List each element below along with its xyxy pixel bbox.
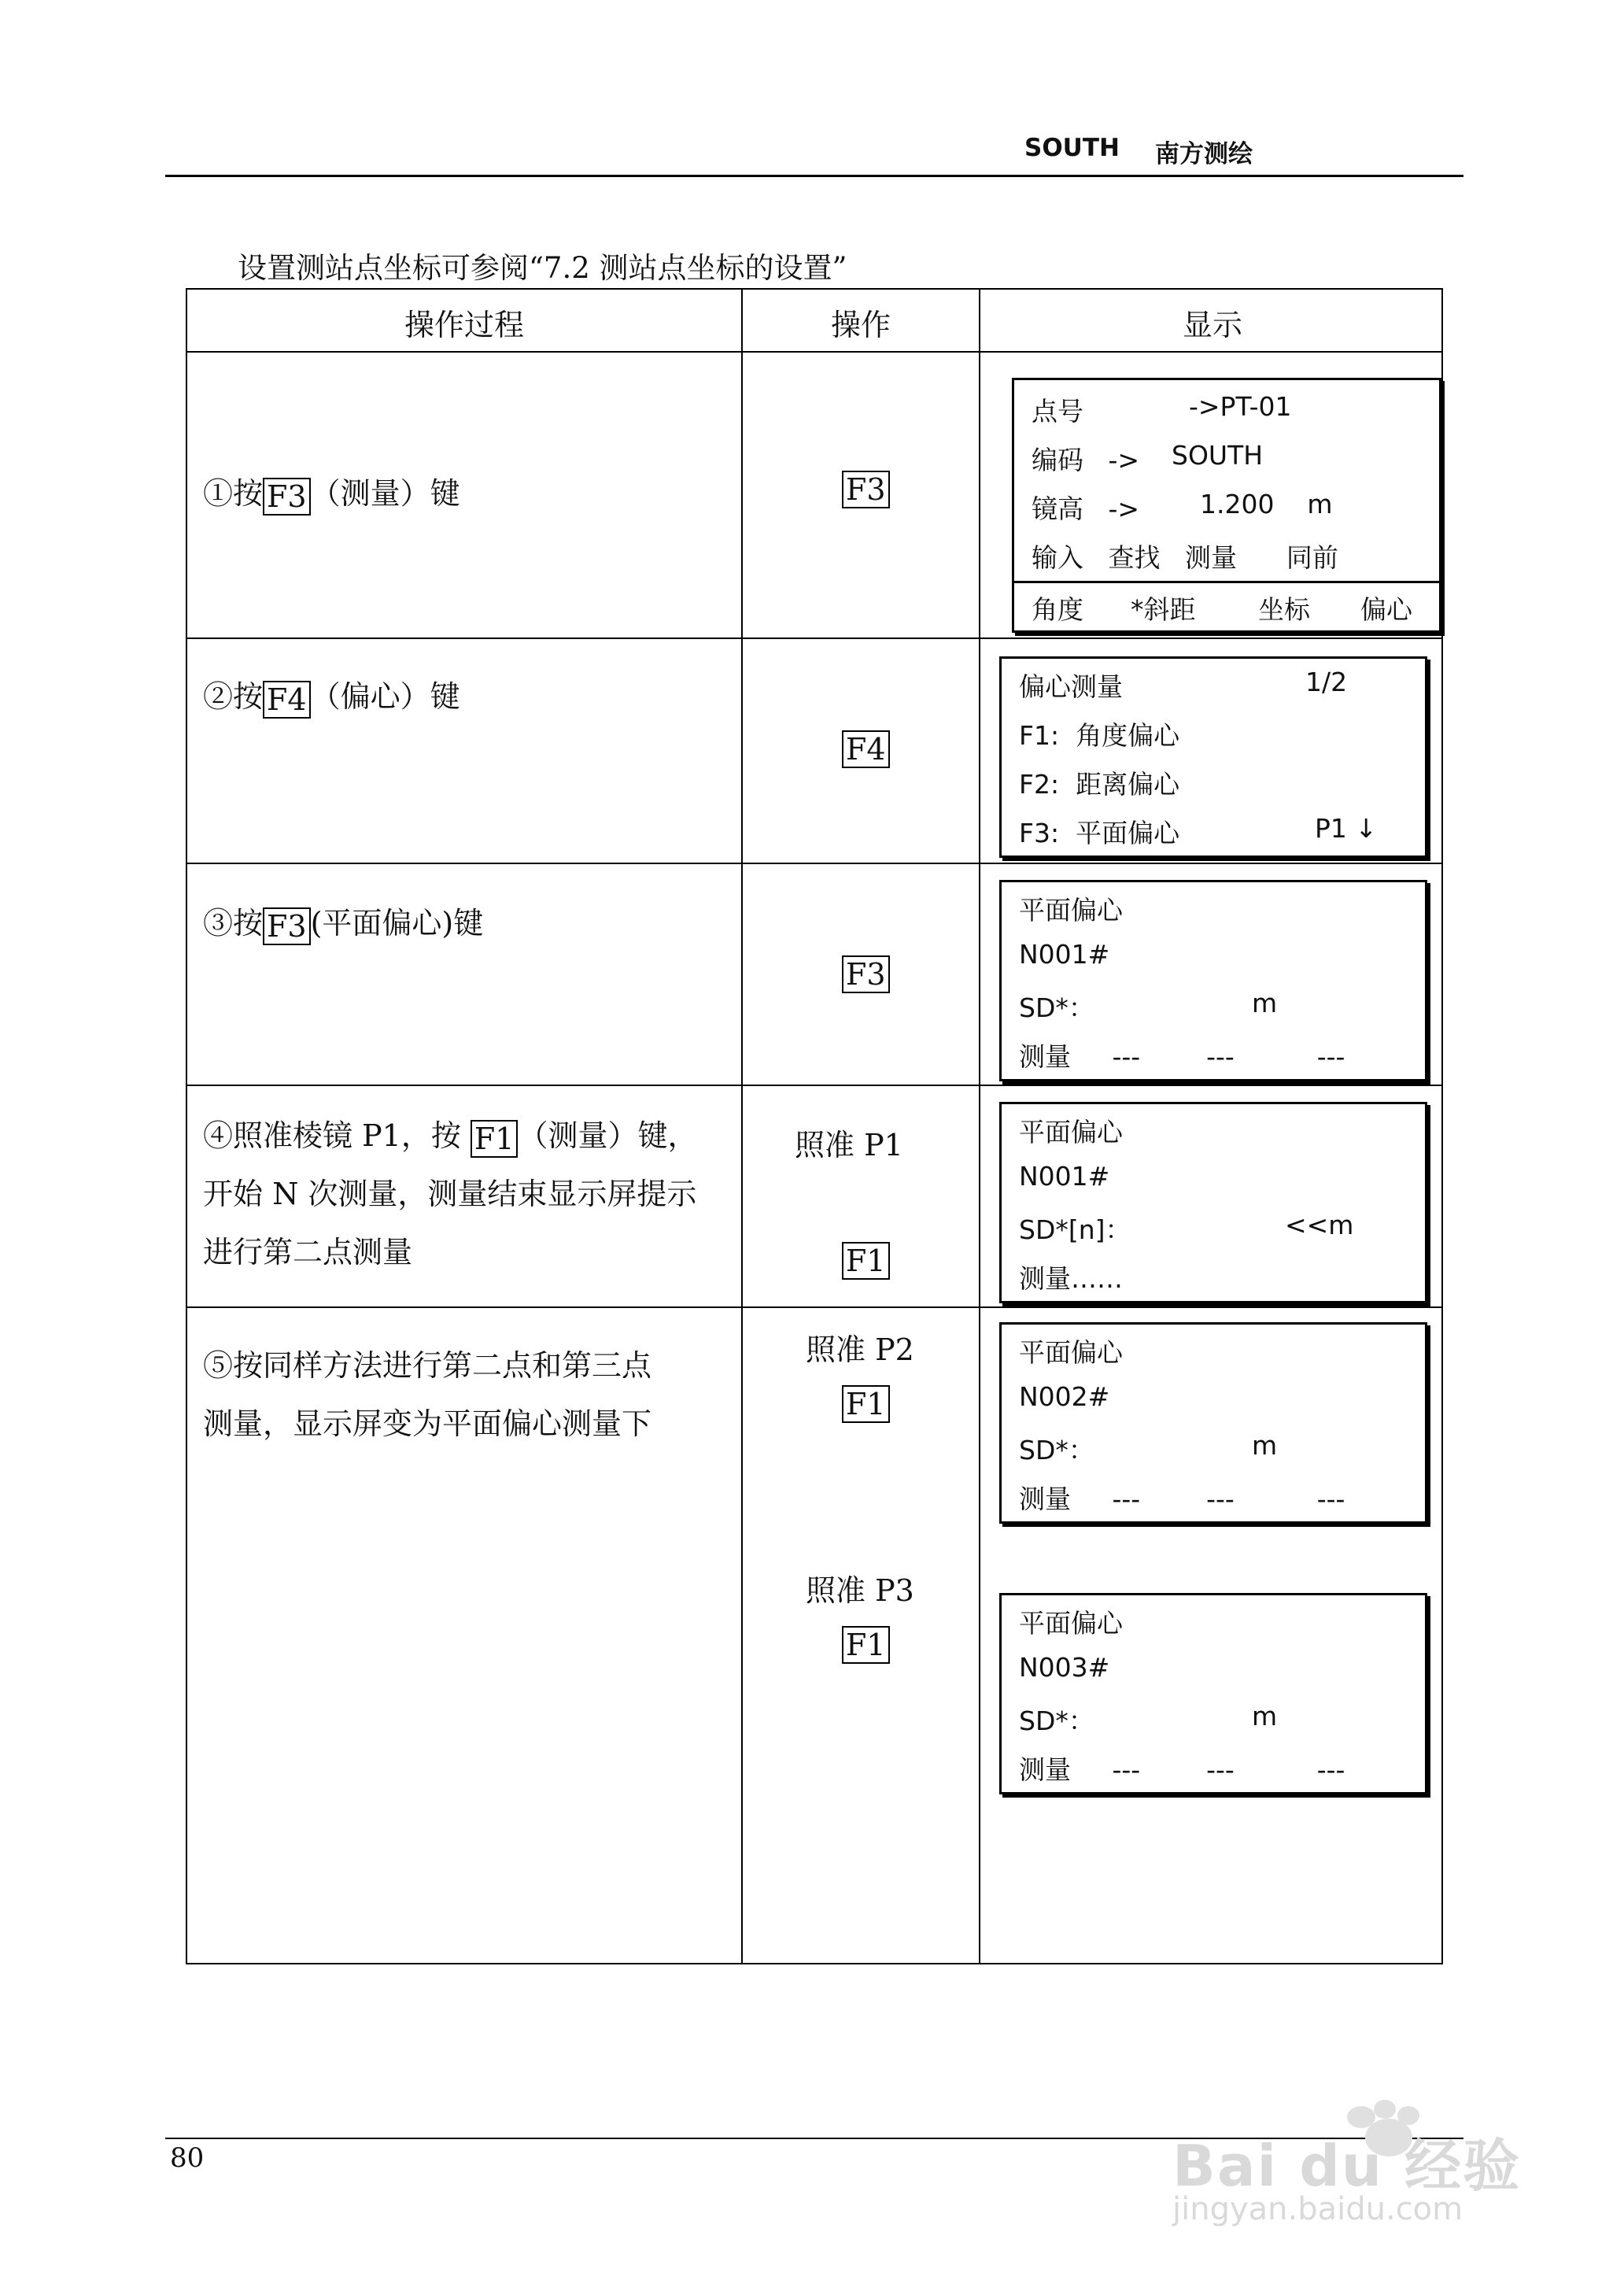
display-screen-5: 平面偏心 N002# SD*： m 测量 --- --- --- [999,1322,1427,1524]
row3-process: ③按 F3 (平面偏心)键 [203,906,484,944]
f1-key: F1 [842,1626,890,1664]
intro-text: 设置测站点坐标可参阅“7.2 测站点坐标的设置” [238,251,847,285]
row5-process: ⑤按同样方法进行第二点和第三点 测量，显示屏变为平面偏心测量下 [203,1348,652,1441]
display-screen-1: 点号 ->PT-01 编码 -> SOUTH 镜高 -> 1.200 m 输入 查找 测量 同前 [1012,378,1441,595]
f1-key: F1 [842,1385,890,1423]
f3-key: F3 [263,907,311,945]
col-header-process: 操作过程 [404,308,524,342]
header-rule [165,175,1463,177]
menu-coordinate: 坐标 [1258,594,1310,625]
f4-key: F4 [842,730,890,768]
f1-key: F1 [842,1242,890,1280]
watermark-logo [1172,2086,1550,2199]
menu-offset: 偏心 [1360,594,1412,625]
row1-process: ①按 F3 （测量）键 [203,476,460,514]
sight-p3-label: 照准 P3 [806,1573,914,1608]
display-screen-3: 平面偏心 N001# SD*： m 测量 --- --- --- [999,880,1427,1081]
display-screen-6: 平面偏心 N003# SD*： m 测量 --- --- --- [999,1593,1427,1794]
header-company: 南方测绘 [1155,140,1253,168]
procedure-table [186,288,1443,1964]
f3-key: F3 [842,471,890,508]
softkey-menu [1012,581,1441,633]
f3-key: F3 [263,478,311,516]
watermark-url: jingyan.baidu.com [1172,2191,1463,2227]
row4-process: ④照准棱镜 P1，按 F1 （测量）键， 开始 N 次测量，测量结束显示屏提示 进行第二点测量 [203,1118,698,1269]
display-screen-2: 偏心测量 1/2 F1: 角度偏心 F2: 距离偏心 F3: 平面偏心 P1 ↓ [999,656,1427,858]
sight-p2-label: 照准 P2 [806,1332,914,1367]
col-header-display: 显示 [1182,308,1242,342]
row2-process: ②按 F4 （偏心）键 [203,679,460,717]
f1-key: F1 [471,1120,519,1158]
sight-p1-label: 照准 P1 [795,1128,903,1162]
col-header-operation: 操作 [830,308,891,342]
header-brand: SOUTH [1024,134,1120,162]
menu-slope-distance: *斜距 [1131,594,1196,625]
f4-key: F4 [263,681,311,719]
page-number: 80 [170,2142,205,2174]
f3-key: F3 [842,955,890,993]
watermark-brand: Bai du 经验 [1172,2133,1522,2199]
menu-angle: 角度 [1032,594,1083,625]
display-screen-4: 平面偏心 N001# SD*[n]： <<m 测量…… [999,1102,1427,1303]
